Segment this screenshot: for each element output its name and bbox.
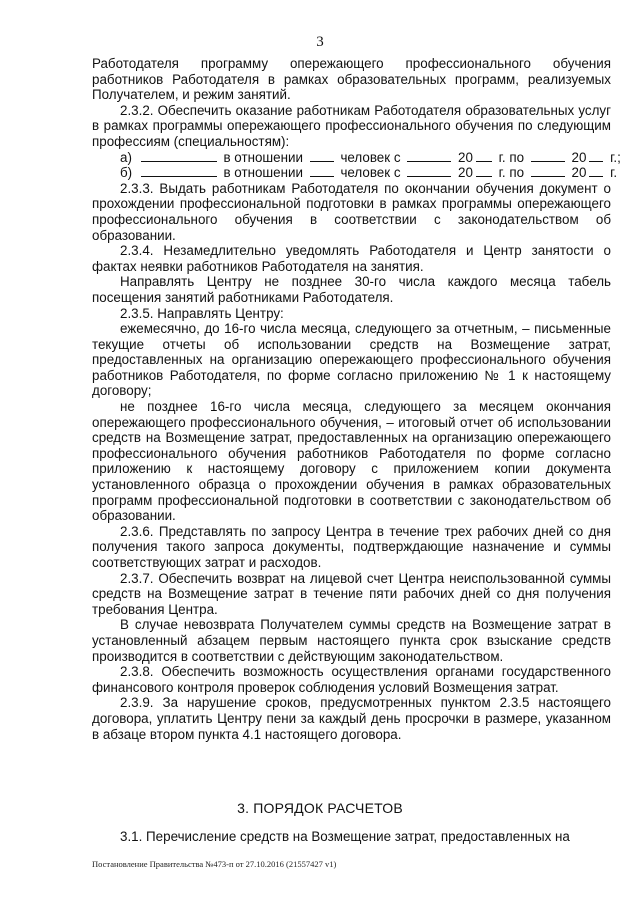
blank-end-year — [589, 165, 603, 177]
paragraph-2-3-5: 2.3.5. Направлять Центру: — [120, 305, 284, 321]
paragraph-final-report: не позднее 16-го числа месяца, следующего за месяцем окончания опережающего профессионального обучения, – итоговый отчет об использовании средств на Возмещение затрат, предоставленных на организацию опережающего профессионального обучения работников Работодателя по форме согласно приложению к настоящему договору с приложением копии документа установленного образца о прохождении обучения в рамках образовательных программ профессиональной подготовки в соответствии с законодательством об образовании. — [92, 399, 611, 524]
paragraph-2-3-9: 2.3.9. За нарушение сроков, предусмотренных пунктом 2.3.5 настоящего договора, уплатить Центру пени за каждый день просрочки в размере, указанном в абзаце втором пункта 4.1 настоящего договора. — [92, 695, 611, 742]
footer-note: Постановление Правительства №473-п от 27.10.2016 (21557427 v1) — [92, 859, 337, 869]
paragraph-2-3-4: 2.3.4. Незамедлительно уведомлять Работодателя и Центр занятости о фактах неявки работников Работодателя на занятия. — [92, 243, 611, 274]
paragraph-non-return: В случае невозврата Получателем суммы средств на Возмещение затрат в установленный абзацем первым настоящего пункта срок взыскание средств производится в соответствии с действующим законодательством. — [92, 617, 611, 664]
blank-count — [310, 165, 334, 177]
paragraph-3-1: 3.1. Перечисление средств на Возмещение затрат, предоставленных на — [120, 829, 570, 844]
blank-start-date — [407, 165, 451, 177]
section-heading: 3. ПОРЯДОК РАСЧЕТОВ — [237, 800, 403, 816]
blank-end-date — [531, 165, 565, 177]
document-body — [92, 56, 621, 742]
blank-profession — [141, 165, 217, 177]
blank-start-date — [407, 150, 451, 162]
blank-count — [310, 150, 334, 162]
paragraph-continuation: Работодателя программу опережающего профессионального обучения работников Работодателя в рамках образовательных программ, реализуемых Получателем, и режим занятий. — [92, 56, 611, 103]
fill-in-line-b: б) в отношении человек с 20 г. по 20 г. — [120, 165, 618, 181]
paragraph-2-3-3: 2.3.3. Выдать работникам Работодателя по окончании обучения документ о прохождении профессиональной подготовки в рамках программы опережающего профессионального обучения в соответствии с законодательством об образовании. — [92, 180, 611, 243]
blank-end-date — [531, 150, 565, 162]
fill-in-line-a: а) в отношении человек с 20 г. по 20 г.; — [120, 149, 621, 165]
paragraph-timesheet: Направлять Центру не позднее 30-го числа каждого месяца табель посещения занятий работниками Работодателя. — [92, 274, 611, 305]
blank-start-year — [476, 150, 492, 162]
paragraph-2-3-7: 2.3.7. Обеспечить возврат на лицевой счет Центра неиспользованной суммы средств на Возмещение затрат в течение пяти рабочих дней со дня получения требования Центра. — [92, 570, 611, 617]
blank-profession — [141, 150, 217, 162]
page-number: 3 — [316, 34, 324, 50]
blank-start-year — [476, 165, 492, 177]
paragraph-monthly-reports: ежемесячно, до 16-го числа месяца, следующего за отчетным, – письменные текущие отчеты об использовании средств на Возмещение затрат, предоставленных на организацию опережающего профессионального обучения работников Работодателя, по форме согласно приложению № 1 к настоящему договору; — [92, 321, 611, 399]
paragraph-2-3-2: 2.3.2. Обеспечить оказание работникам Работодателя образовательных услуг в рамках программы опережающего профессионального обучения по следующим профессиям (специальностям): — [92, 102, 611, 149]
paragraph-2-3-6: 2.3.6. Представлять по запросу Центра в течение трех рабочих дней со дня получения такого запроса документы, подтверждающие назначение и суммы соответствующих затрат и расходов. — [92, 523, 611, 570]
paragraph-2-3-8: 2.3.8. Обеспечить возможность осуществления органами государственного финансового контроля проверок соблюдения условий Возмещения затрат. — [92, 664, 611, 695]
blank-end-year — [589, 150, 603, 162]
